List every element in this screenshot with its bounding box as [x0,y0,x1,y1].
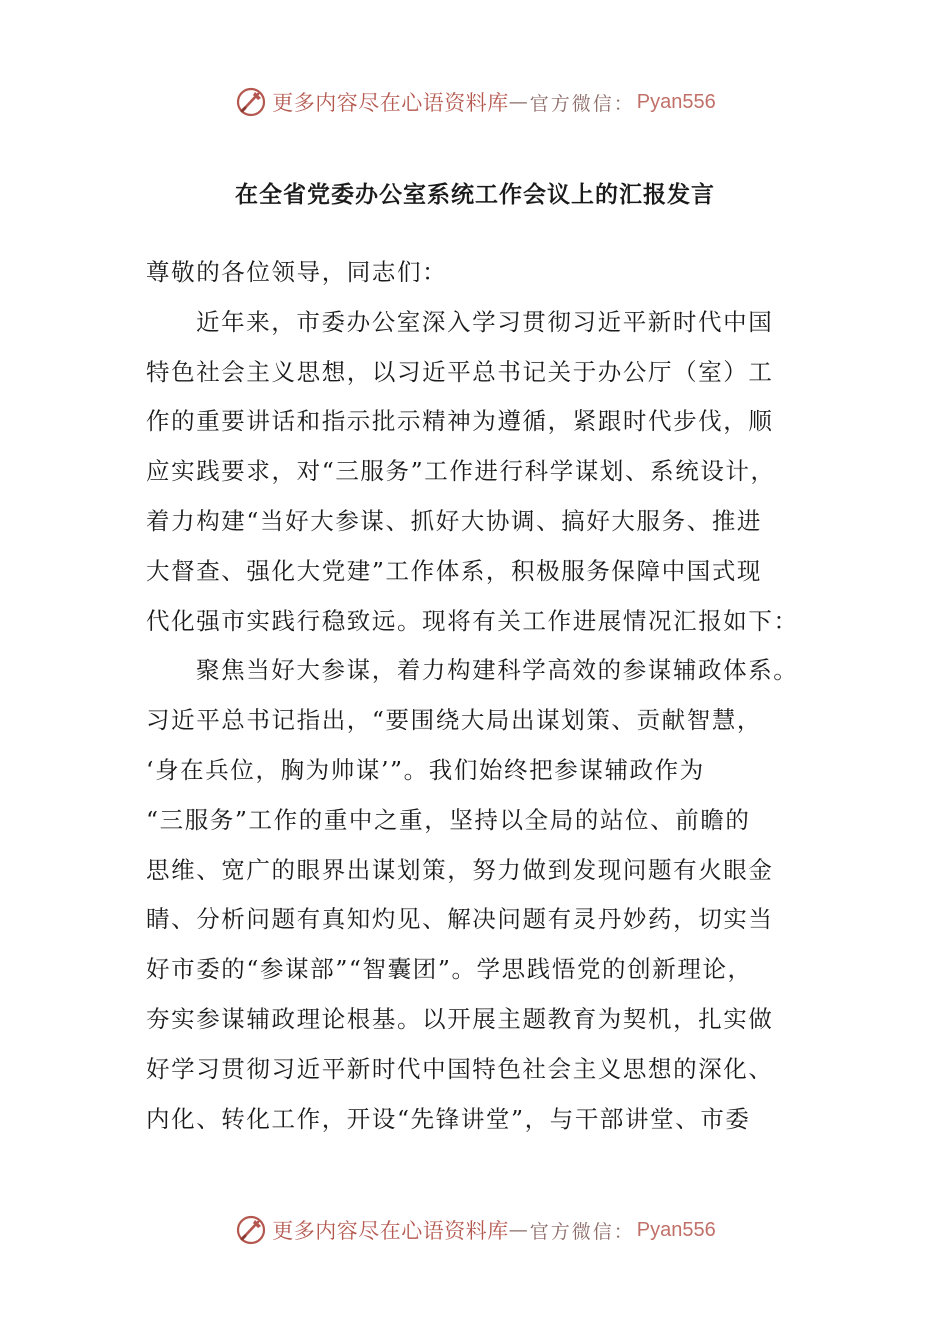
pen-logo-icon [234,1213,268,1247]
paragraph-line: 好学习贯彻习近平新时代中国特色社会主义思想的深化、 [146,1054,774,1083]
watermark-wechat-id: Pyan556 [636,1218,716,1241]
watermark-official: 官方微信： [529,1220,635,1243]
paragraph-line: 着力构建“当好大参谋、抓好大协调、搞好大服务、推进 [146,506,763,535]
watermark-official: 官方微信： [529,92,635,115]
watermark-wechat-id: Pyan556 [636,90,716,113]
paragraph-line: 睛、分析问题有真知灼见、解决问题有灵丹妙药，切实当 [146,905,774,934]
document-title: 在全省党委办公室系统工作会议上的汇报发言 [235,182,715,208]
paragraph-line: 应实践要求，对“三服务”工作进行科学谋划、系统设计， [146,457,776,486]
watermark-brand: 更多内容尽在心语资料库 [272,1219,509,1243]
paragraph-line: 习近平总书记指出，“要围绕大局出谋划策、贡献智慧， [146,706,763,735]
paragraph-line: 夯实参谋辅政理论根基。以开展主题教育为契机，扎实做 [146,1004,774,1033]
watermark-dash: — [508,1219,530,1241]
watermark-banner-bottom [0,1210,950,1250]
paragraph-line: 思维、宽广的眼界出谋划策，努力做到发现问题有火眼金 [146,855,774,884]
paragraph-line: 好市委的“参谋部”“智囊团”。学思践悟党的创新理论， [146,955,753,984]
paragraph-line: “三服务”工作的重中之重，坚持以全局的站位、前瞻的 [146,805,751,834]
paragraph-line: 大督查、强化大党建”工作体系，积极服务保障中国式现 [146,556,763,585]
paragraph-line: 聚焦当好大参谋，着力构建科学高效的参谋辅政体系。 [196,656,799,685]
paragraph-line: 作的重要讲话和指示批示精神为遵循，紧跟时代步伐，顺 [146,407,774,436]
paragraph-line: ‘身在兵位，胸为帅谋’”。我们始终把参谋辅政作为 [146,755,705,784]
paragraph-line: 特色社会主义思想，以习近平总书记关于办公厅（室）工 [146,357,774,386]
paragraph-line: 代化强市实践行稳致远。现将有关工作进展情况汇报如下： [146,606,799,635]
paragraph-line: 近年来，市委办公室深入学习贯彻习近平新时代中国 [196,307,774,336]
watermark-brand: 更多内容尽在心语资料库 [272,91,509,115]
document-body [146,248,806,1144]
watermark-dash: — [508,91,530,113]
paragraph-line: 内化、转化工作，开设“先锋讲堂”，与干部讲堂、市委 [146,1104,751,1133]
salutation-line: 尊敬的各位领导，同志们： [146,258,448,286]
watermark-banner-top [0,82,950,122]
pen-logo-icon [234,85,268,119]
